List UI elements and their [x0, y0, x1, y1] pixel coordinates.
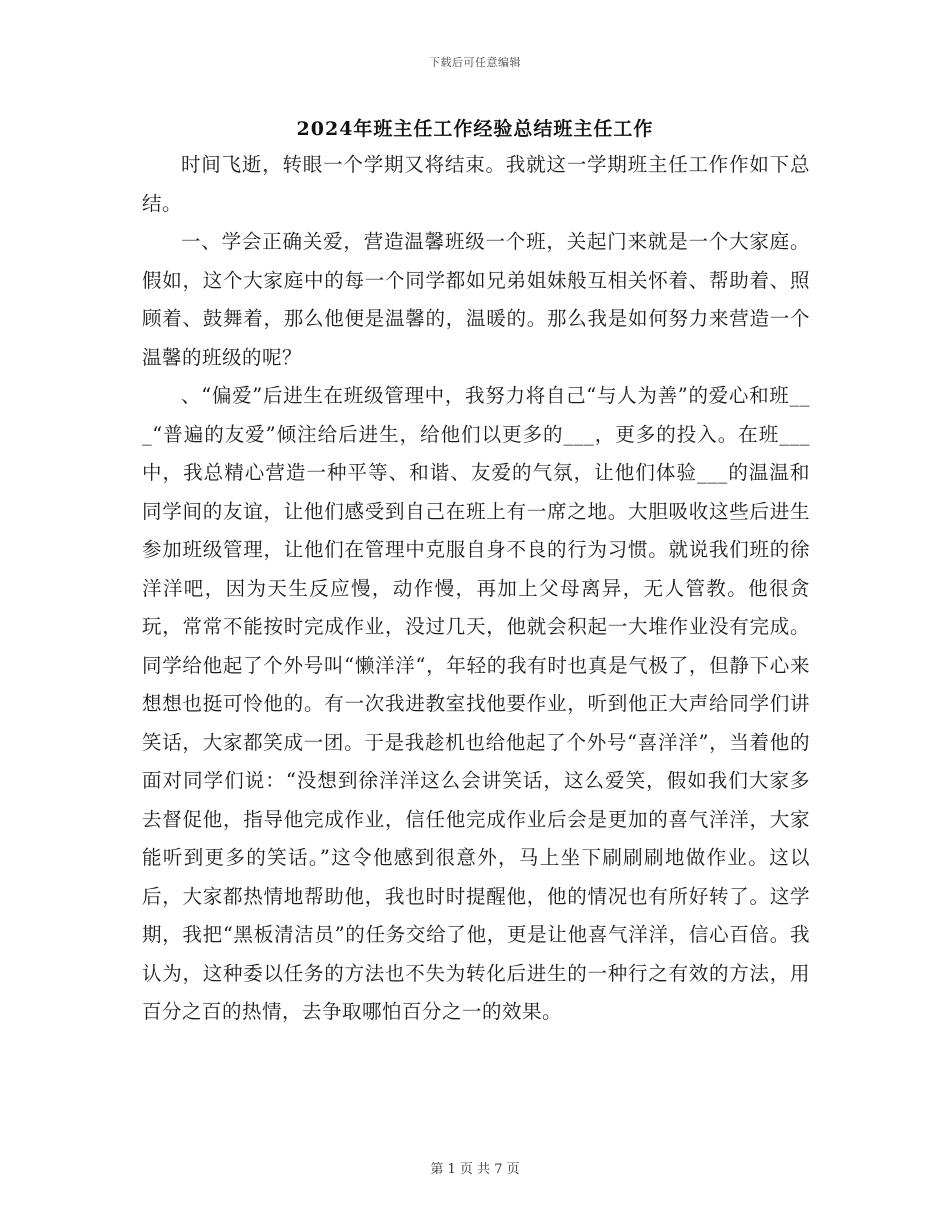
paragraph-section-one: 一、学会正确关爱，营造温馨班级一个班，关起门来就是一个大家庭。假如，这个大家庭中的每一个同学都如兄弟姐妹般互相关怀着、帮助着、照顾着、鼓舞着，那么他便是温馨的，温暖的。那么我是如何努力来营造一个温馨的班级的呢？ [142, 230, 810, 369]
page-header-note: 下载后可任意编辑 [429, 56, 521, 69]
document-body [142, 146, 810, 1032]
paragraph-underachievers: 、“偏爱”后进生在班级管理中，我努力将自己“与人为善”的爱心和班___“普遍的友爱”倾注给后进生，给他们以更多的___，更多的投入。在班___中，我总精心营造一种平等、和谐、友爱的气氛，让他们体验___的温温和同学间的友谊，让他们感受到自己在班上有一席之地。大胆吸收这些后进生参加班级管理，让他们在管理中克服自身不良的行为习惯。就说我们班的徐洋洋吧，因为天生反应慢，动作慢，再加上父母离异，无人管教。他很贪玩，常常不能按时完成作业，没过几天，他就会积起一大堆作业没有完成。同学给他起了个外号叫“懒洋洋“，年轻的我有时也真是气极了，但静下心来想想也挺可怜他的。有一次我进教室找他要作业，听到他正大声给同学们讲笑话，大家都笑成一团。于是我趁机也给他起了个外号“喜洋洋”，当着他的面对同学们说：“没想到徐洋洋这么会讲笑话，这么爱笑，假如我们大家多去督促他，指导他完成作业，信任他完成作业后会是更加的喜气洋洋，大家能听到更多的笑话。”这令他感到很意外，马上坐下刷刷刷地做作业。这以后，大家都热情地帮助他，我也时时提醒他，他的情况也有所好转了。这学期，我把“黑板清洁员”的任务交给了他，更是让他喜气洋洋，信心百倍。我认为，这种委以任务的方法也不失为转化后进生的一种行之有效的方法，用百分之百的热情，去争取哪怕百分之一的效果。 [142, 384, 810, 1023]
paragraph-intro: 时间飞逝，转眼一个学期又将结束。我就这一学期班主任工作作如下总结。 [142, 153, 810, 215]
document-title: 2024年班主任工作经验总结班主任工作 [296, 118, 654, 140]
page-number: 第 1 页 共 7 页 [430, 1162, 520, 1177]
